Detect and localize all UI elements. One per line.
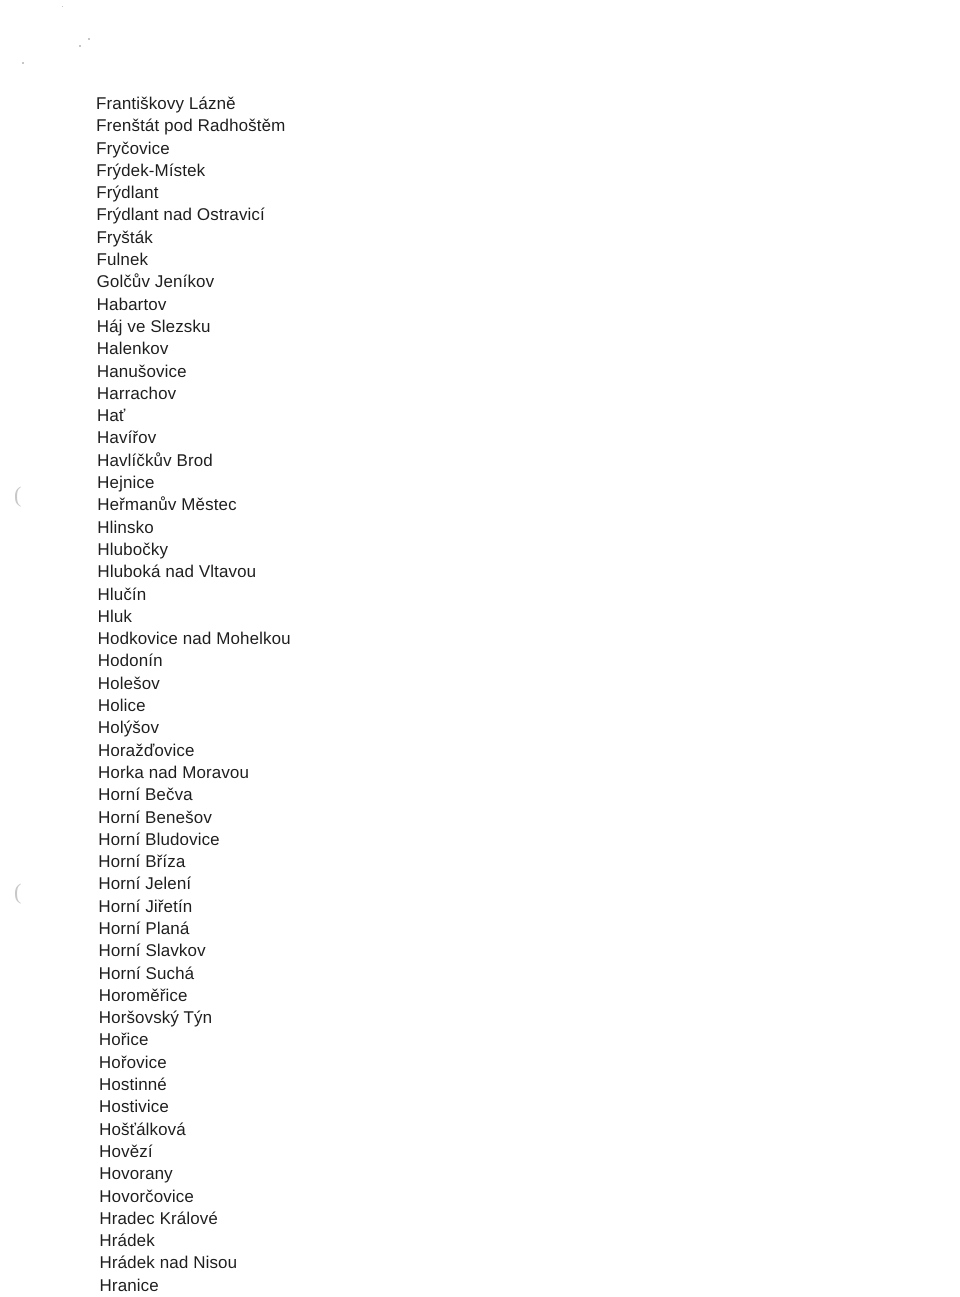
list-item: Frýdek-Místek — [96, 160, 206, 180]
list-item: Fryšták — [96, 227, 153, 247]
list-item: Horní Bludovice — [98, 829, 220, 849]
list-item: Hejnice — [97, 473, 155, 493]
list-item: Horní Jelení — [98, 874, 192, 894]
list-item: Horní Suchá — [98, 963, 195, 983]
list-item: Františkovy Lázně — [96, 94, 236, 113]
town-list — [96, 93, 293, 1297]
list-item: Fryčovice — [96, 138, 170, 158]
list-item: Hať — [96, 406, 126, 426]
list-item: Hodkovice nad Mohelkou — [97, 629, 291, 649]
list-item: Halenkov — [96, 339, 169, 359]
list-item: Hovorčovice — [99, 1186, 194, 1206]
list-item: Hanušovice — [96, 361, 187, 381]
list-item: Harrachov — [96, 383, 177, 403]
scan-speck — [62, 6, 63, 7]
list-item: Holýšov — [97, 718, 160, 738]
list-item: Heřmanův Městec — [97, 495, 237, 515]
list-item: Háj ve Slezsku — [96, 316, 211, 336]
scan-speck — [88, 38, 90, 40]
list-item: Horní Bečva — [98, 785, 193, 805]
list-item: Hrádek nad Nisou — [99, 1253, 238, 1273]
list-item: Hodonín — [97, 651, 163, 671]
list-item: Horní Planá — [98, 918, 190, 938]
list-item: Hlubočky — [97, 539, 169, 559]
list-item: Havířov — [96, 428, 157, 448]
list-item: Havlíčkův Brod — [97, 450, 213, 470]
list-item: Hlučín — [97, 584, 147, 604]
list-item: Horní Bříza — [98, 852, 186, 872]
list-item: Frenštát pod Radhoštěm — [96, 116, 286, 136]
list-item: Golčův Jeníkov — [96, 272, 215, 292]
list-item: Horšovský Týn — [98, 1008, 213, 1028]
list-item: Hořovice — [98, 1052, 167, 1072]
list-item: Frýdlant — [96, 183, 159, 203]
list-item: Fulnek — [96, 250, 149, 270]
scan-speck — [22, 62, 24, 64]
list-item: Hlinsko — [97, 517, 154, 537]
list-item: Frýdlant nad Ostravicí — [96, 205, 265, 225]
list-item: Horažďovice — [97, 740, 195, 760]
list-item: Hradec Králové — [99, 1208, 218, 1228]
scan-speck — [79, 45, 81, 47]
list-item: Horní Jiřetín — [98, 896, 193, 916]
list-item: Hluboká nad Vltavou — [97, 562, 257, 582]
list-item: Horka nad Moravou — [97, 762, 250, 782]
list-item: Holice — [97, 696, 146, 716]
list-item: Horní Benešov — [98, 807, 212, 827]
list-item: Hostivice — [98, 1097, 169, 1117]
list-item: Hostinné — [98, 1075, 167, 1095]
list-item: Horní Slavkov — [98, 941, 206, 961]
list-item: Holešov — [97, 673, 160, 693]
list-item: Hovorany — [99, 1164, 173, 1184]
margin-mark: ( — [14, 482, 22, 507]
margin-mark: ( — [14, 879, 22, 904]
list-item: Habartov — [96, 294, 167, 314]
list-item: Hošťálková — [99, 1119, 186, 1139]
list-item: Hovězí — [99, 1141, 153, 1161]
list-item: Hrádek — [99, 1231, 155, 1251]
list-item: Hořice — [98, 1030, 149, 1050]
list-item: Hluk — [97, 606, 133, 626]
list-item: Horoměřice — [98, 985, 188, 1005]
list-item: Hranice — [99, 1275, 159, 1295]
